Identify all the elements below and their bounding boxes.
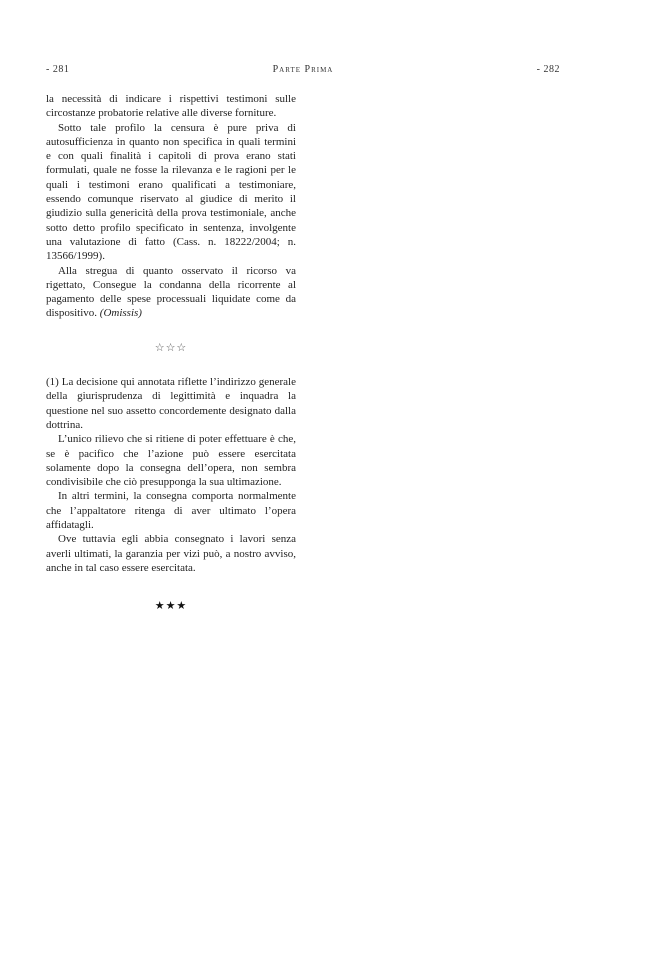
- end-mark: ★★★: [154, 600, 188, 612]
- text-column: [46, 92, 296, 575]
- note-paragraph-1: (1) La decisione qui annotata riflette l’indirizzo generale della giurisprudenza di legittimità e inquadra la questione nel suo assetto concordemente designato dalla dottrina.: [46, 376, 296, 431]
- section-separator: ☆☆☆: [154, 341, 188, 354]
- omissis-mark: (Omissis): [99, 307, 142, 320]
- paragraph-3: [46, 264, 296, 321]
- paragraph-1: la necessità di indicare i rispettivi testimoni sulle circostanze probatorie relative alle diverse forniture.: [46, 93, 296, 120]
- note-paragraph-3: In altri termini, la consegna comporta normalmente che l’appaltatore ritenga di aver ultimato l’opera affidatagli.: [46, 490, 296, 532]
- paragraph-2: Sotto tale profilo la censura è pure priva di autosufficienza in quanto non specifica in quali termini e con quali finalità i capitoli di prova erano stati formulati, quale ne fosse la rilevanza e le ragioni per le quali i testimoni erano qualificati a testimoniare, essendo comunque riservato al giudice di merito il giudizio sulla genericità della prova testimoniale, anche sotto detto profilo specificato in sentenza, involgente una valutazione di fatto (Cass. n. 18222/2004; n. 13566/1999).: [46, 121, 296, 263]
- note-paragraph-4: Ove tuttavia egli abbia consegnato i lavori senza averli ultimati, la garanzia per vizi può, a nostro avviso, anche in tal caso essere esercitata.: [46, 533, 296, 574]
- page-number-right: - 282: [536, 64, 560, 75]
- running-header: [46, 64, 560, 78]
- section-title: Parte Prima: [272, 64, 334, 75]
- page-number-left: - 281: [46, 64, 70, 75]
- note-paragraph-2: L’unico rilievo che si ritiene di poter effettuare è che, se è pacifico che l’azione può essere esercitata solamente dopo la consegna dell’opera, non sembra condivisibile che ciò presupponga la sua ultimazione.: [46, 433, 296, 489]
- paragraph-3-text: Alla stregua di quanto osservato il ricorso va rigettato, Consegue la condanna della ricorrente al pagamento delle spese processuali liquidate come da dispositivo.: [46, 264, 296, 320]
